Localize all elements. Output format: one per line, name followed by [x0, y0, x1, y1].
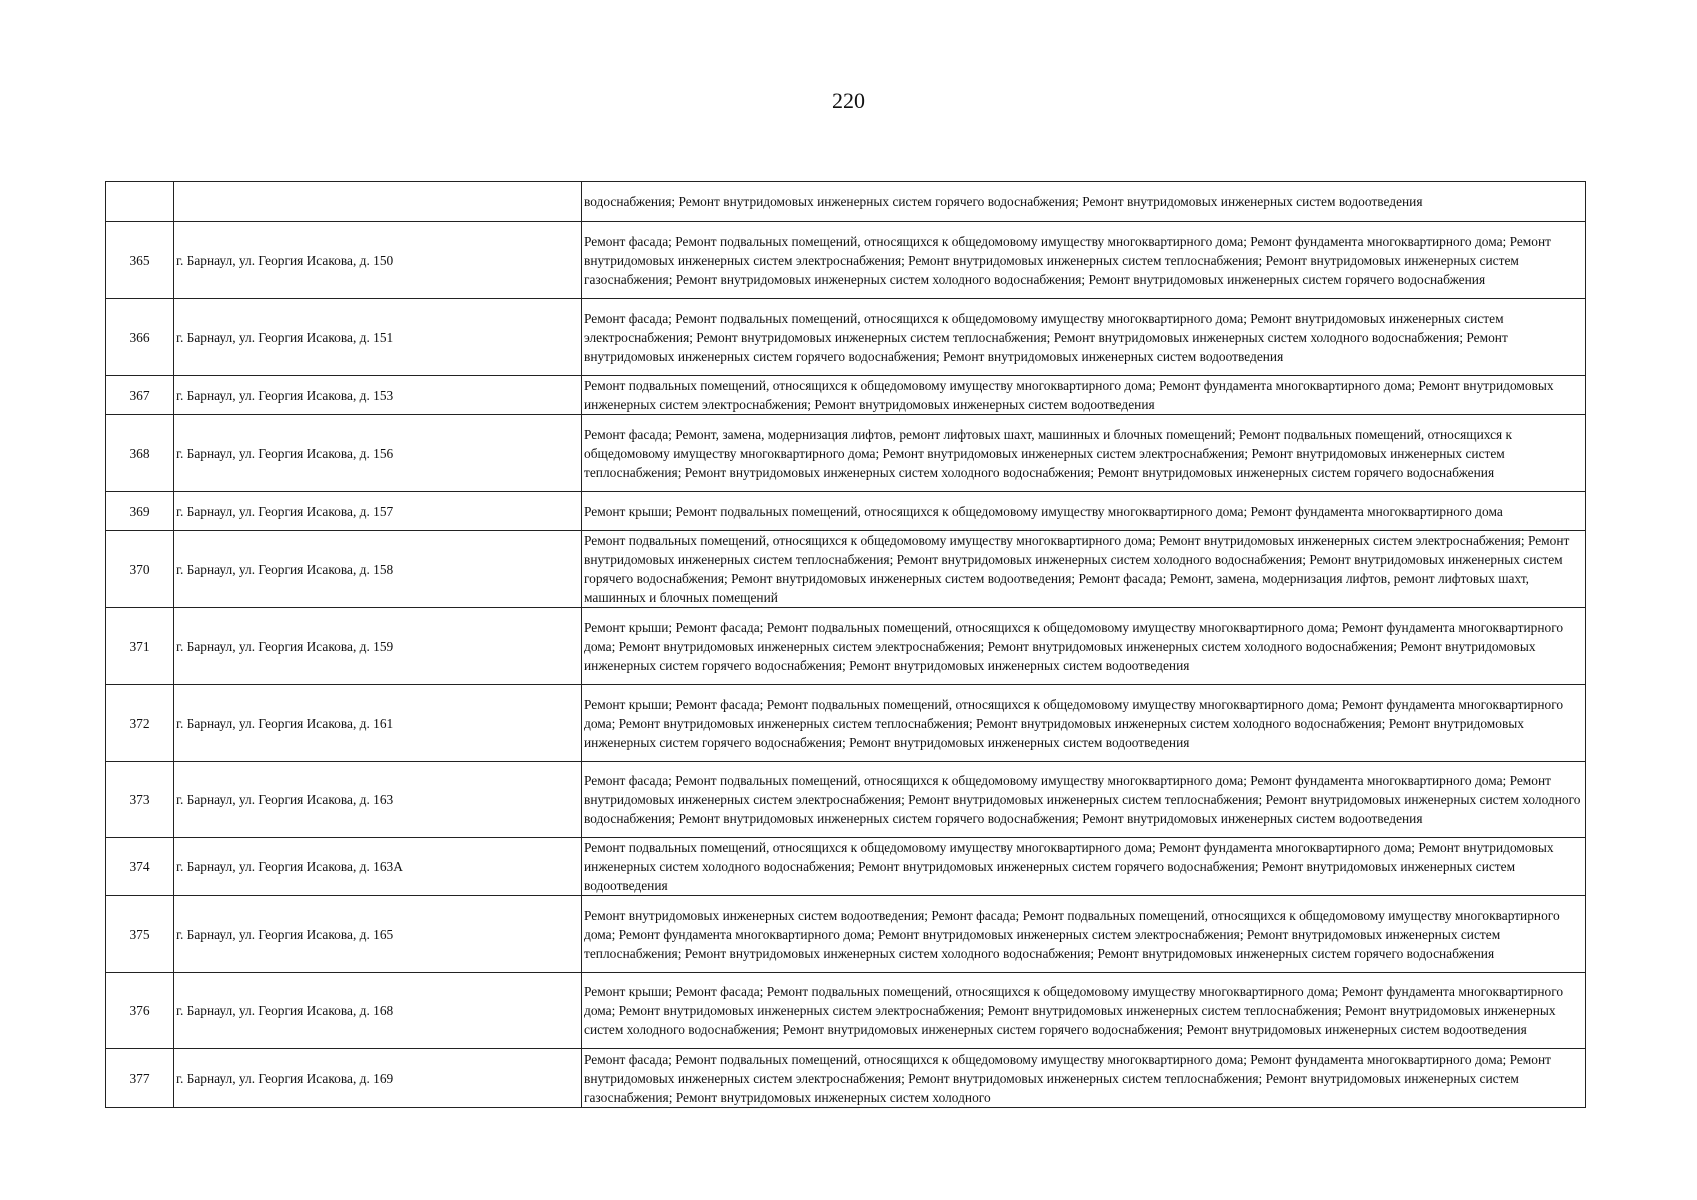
row-address: г. Барнаул, ул. Георгия Исакова, д. 168 [174, 973, 582, 1049]
row-works: Ремонт фасада; Ремонт подвальных помещений, относящихся к общедомовому имуществу многоквартирного дома; Ремонт внутридомовых инженерных систем электроснабжения; Ремонт внутридомовых инженерных систем теплоснабжения; Ремонт внутридомовых инженерных систем холодного водоснабжения; Ремонт внутридомовых инженерных систем горячего водоснабжения; Ремонт внутридомовых инженерных систем водоотведения [582, 299, 1586, 376]
row-number: 365 [106, 222, 174, 299]
row-works: Ремонт подвальных помещений, относящихся к общедомовому имуществу многоквартирного дома; Ремонт внутридомовых инженерных систем электроснабжения; Ремонт внутридомовых инженерных систем теплоснабжения; Ремонт внутридомовых инженерных систем холодного водоснабжения; Ремонт внутридомовых инженерных систем горячего водоснабжения; Ремонт внутридомовых инженерных систем водоотведения; Ремонт фасада; Ремонт, замена, модернизация лифтов, ремонт лифтовых шахт, машинных и блочных помещений [582, 531, 1586, 608]
table-row [106, 973, 1586, 1049]
table-row [106, 415, 1586, 492]
works-table [105, 181, 1586, 1108]
row-number: 366 [106, 299, 174, 376]
row-number: 371 [106, 608, 174, 685]
row-address: г. Барнаул, ул. Георгия Исакова, д. 150 [174, 222, 582, 299]
row-number: 372 [106, 685, 174, 762]
table-row [106, 376, 1586, 415]
row-address: г. Барнаул, ул. Георгия Исакова, д. 151 [174, 299, 582, 376]
row-address: г. Барнаул, ул. Георгия Исакова, д. 158 [174, 531, 582, 608]
row-number [106, 182, 174, 222]
row-address: г. Барнаул, ул. Георгия Исакова, д. 165 [174, 896, 582, 973]
row-address: г. Барнаул, ул. Георгия Исакова, д. 159 [174, 608, 582, 685]
table-row [106, 608, 1586, 685]
table-row [106, 182, 1586, 222]
row-number: 374 [106, 838, 174, 896]
row-address: г. Барнаул, ул. Георгия Исакова, д. 169 [174, 1049, 582, 1108]
row-works: Ремонт подвальных помещений, относящихся к общедомовому имуществу многоквартирного дома; Ремонт фундамента многоквартирного дома; Ремонт внутридомовых инженерных систем холодного водоснабжения; Ремонт внутридомовых инженерных систем горячего водоснабжения; Ремонт внутридомовых инженерных систем водоотведения [582, 838, 1586, 896]
row-number: 367 [106, 376, 174, 415]
row-number: 370 [106, 531, 174, 608]
row-number: 375 [106, 896, 174, 973]
table-row [106, 492, 1586, 531]
row-address: г. Барнаул, ул. Георгия Исакова, д. 153 [174, 376, 582, 415]
row-address: г. Барнаул, ул. Георгия Исакова, д. 163А [174, 838, 582, 896]
row-address [174, 182, 582, 222]
table-row [106, 299, 1586, 376]
table-row [106, 222, 1586, 299]
table-row [106, 838, 1586, 896]
row-number: 373 [106, 762, 174, 838]
table-row [106, 531, 1586, 608]
table-row [106, 896, 1586, 973]
row-address: г. Барнаул, ул. Георгия Исакова, д. 161 [174, 685, 582, 762]
row-works: Ремонт подвальных помещений, относящихся к общедомовому имуществу многоквартирного дома; Ремонт фундамента многоквартирного дома; Ремонт внутридомовых инженерных систем электроснабжения; Ремонт внутридомовых инженерных систем водоотведения [582, 376, 1586, 415]
row-works: Ремонт крыши; Ремонт подвальных помещений, относящихся к общедомовому имуществу многоквартирного дома; Ремонт фундамента многоквартирного дома [582, 492, 1586, 531]
row-address: г. Барнаул, ул. Георгия Исакова, д. 163 [174, 762, 582, 838]
row-number: 377 [106, 1049, 174, 1108]
row-works: Ремонт внутридомовых инженерных систем водоотведения; Ремонт фасада; Ремонт подвальных помещений, относящихся к общедомовому имуществу многоквартирного дома; Ремонт фундамента многоквартирного дома; Ремонт внутридомовых инженерных систем электроснабжения; Ремонт внутридомовых инженерных систем теплоснабжения; Ремонт внутридомовых инженерных систем холодного водоснабжения; Ремонт внутридомовых инженерных систем горячего водоснабжения [582, 896, 1586, 973]
row-works: Ремонт фасада; Ремонт подвальных помещений, относящихся к общедомовому имуществу многоквартирного дома; Ремонт фундамента многоквартирного дома; Ремонт внутридомовых инженерных систем электроснабжения; Ремонт внутридомовых инженерных систем теплоснабжения; Ремонт внутридомовых инженерных систем газоснабжения; Ремонт внутридомовых инженерных систем холодного [582, 1049, 1586, 1108]
row-number: 368 [106, 415, 174, 492]
row-number: 376 [106, 973, 174, 1049]
row-works: Ремонт фасада; Ремонт подвальных помещений, относящихся к общедомовому имуществу многоквартирного дома; Ремонт фундамента многоквартирного дома; Ремонт внутридомовых инженерных систем электроснабжения; Ремонт внутридомовых инженерных систем теплоснабжения; Ремонт внутридомовых инженерных систем холодного водоснабжения; Ремонт внутридомовых инженерных систем горячего водоснабжения; Ремонт внутридомовых инженерных систем водоотведения [582, 762, 1586, 838]
row-works: Ремонт крыши; Ремонт фасада; Ремонт подвальных помещений, относящихся к общедомовому имуществу многоквартирного дома; Ремонт фундамента многоквартирного дома; Ремонт внутридомовых инженерных систем теплоснабжения; Ремонт внутридомовых инженерных систем холодного водоснабжения; Ремонт внутридомовых инженерных систем горячего водоснабжения; Ремонт внутридомовых инженерных систем водоотведения [582, 685, 1586, 762]
table-row [106, 1049, 1586, 1108]
table-row [106, 685, 1586, 762]
row-address: г. Барнаул, ул. Георгия Исакова, д. 156 [174, 415, 582, 492]
row-works: Ремонт крыши; Ремонт фасада; Ремонт подвальных помещений, относящихся к общедомовому имуществу многоквартирного дома; Ремонт фундамента многоквартирного дома; Ремонт внутридомовых инженерных систем электроснабжения; Ремонт внутридомовых инженерных систем холодного водоснабжения; Ремонт внутридомовых инженерных систем горячего водоснабжения; Ремонт внутридомовых инженерных систем водоотведения [582, 608, 1586, 685]
row-works: водоснабжения; Ремонт внутридомовых инженерных систем горячего водоснабжения; Ремонт внутридомовых инженерных систем водоотведения [582, 182, 1586, 222]
row-number: 369 [106, 492, 174, 531]
page-number: 220 [832, 88, 865, 113]
row-address: г. Барнаул, ул. Георгия Исакова, д. 157 [174, 492, 582, 531]
table-row [106, 762, 1586, 838]
row-works: Ремонт фасада; Ремонт, замена, модернизация лифтов, ремонт лифтовых шахт, машинных и блочных помещений; Ремонт подвальных помещений, относящихся к общедомовому имуществу многоквартирного дома; Ремонт внутридомовых инженерных систем электроснабжения; Ремонт внутридомовых инженерных систем теплоснабжения; Ремонт внутридомовых инженерных систем холодного водоснабжения; Ремонт внутридомовых инженерных систем горячего водоснабжения [582, 415, 1586, 492]
row-works: Ремонт фасада; Ремонт подвальных помещений, относящихся к общедомовому имуществу многоквартирного дома; Ремонт фундамента многоквартирного дома; Ремонт внутридомовых инженерных систем электроснабжения; Ремонт внутридомовых инженерных систем теплоснабжения; Ремонт внутридомовых инженерных систем газоснабжения; Ремонт внутридомовых инженерных систем холодного водоснабжения; Ремонт внутридомовых инженерных систем горячего водоснабжения [582, 222, 1586, 299]
row-works: Ремонт крыши; Ремонт фасада; Ремонт подвальных помещений, относящихся к общедомовому имуществу многоквартирного дома; Ремонт фундамента многоквартирного дома; Ремонт внутридомовых инженерных систем электроснабжения; Ремонт внутридомовых инженерных систем теплоснабжения; Ремонт внутридомовых инженерных систем холодного водоснабжения; Ремонт внутридомовых инженерных систем горячего водоснабжения; Ремонт внутридомовых инженерных систем водоотведения [582, 973, 1586, 1049]
